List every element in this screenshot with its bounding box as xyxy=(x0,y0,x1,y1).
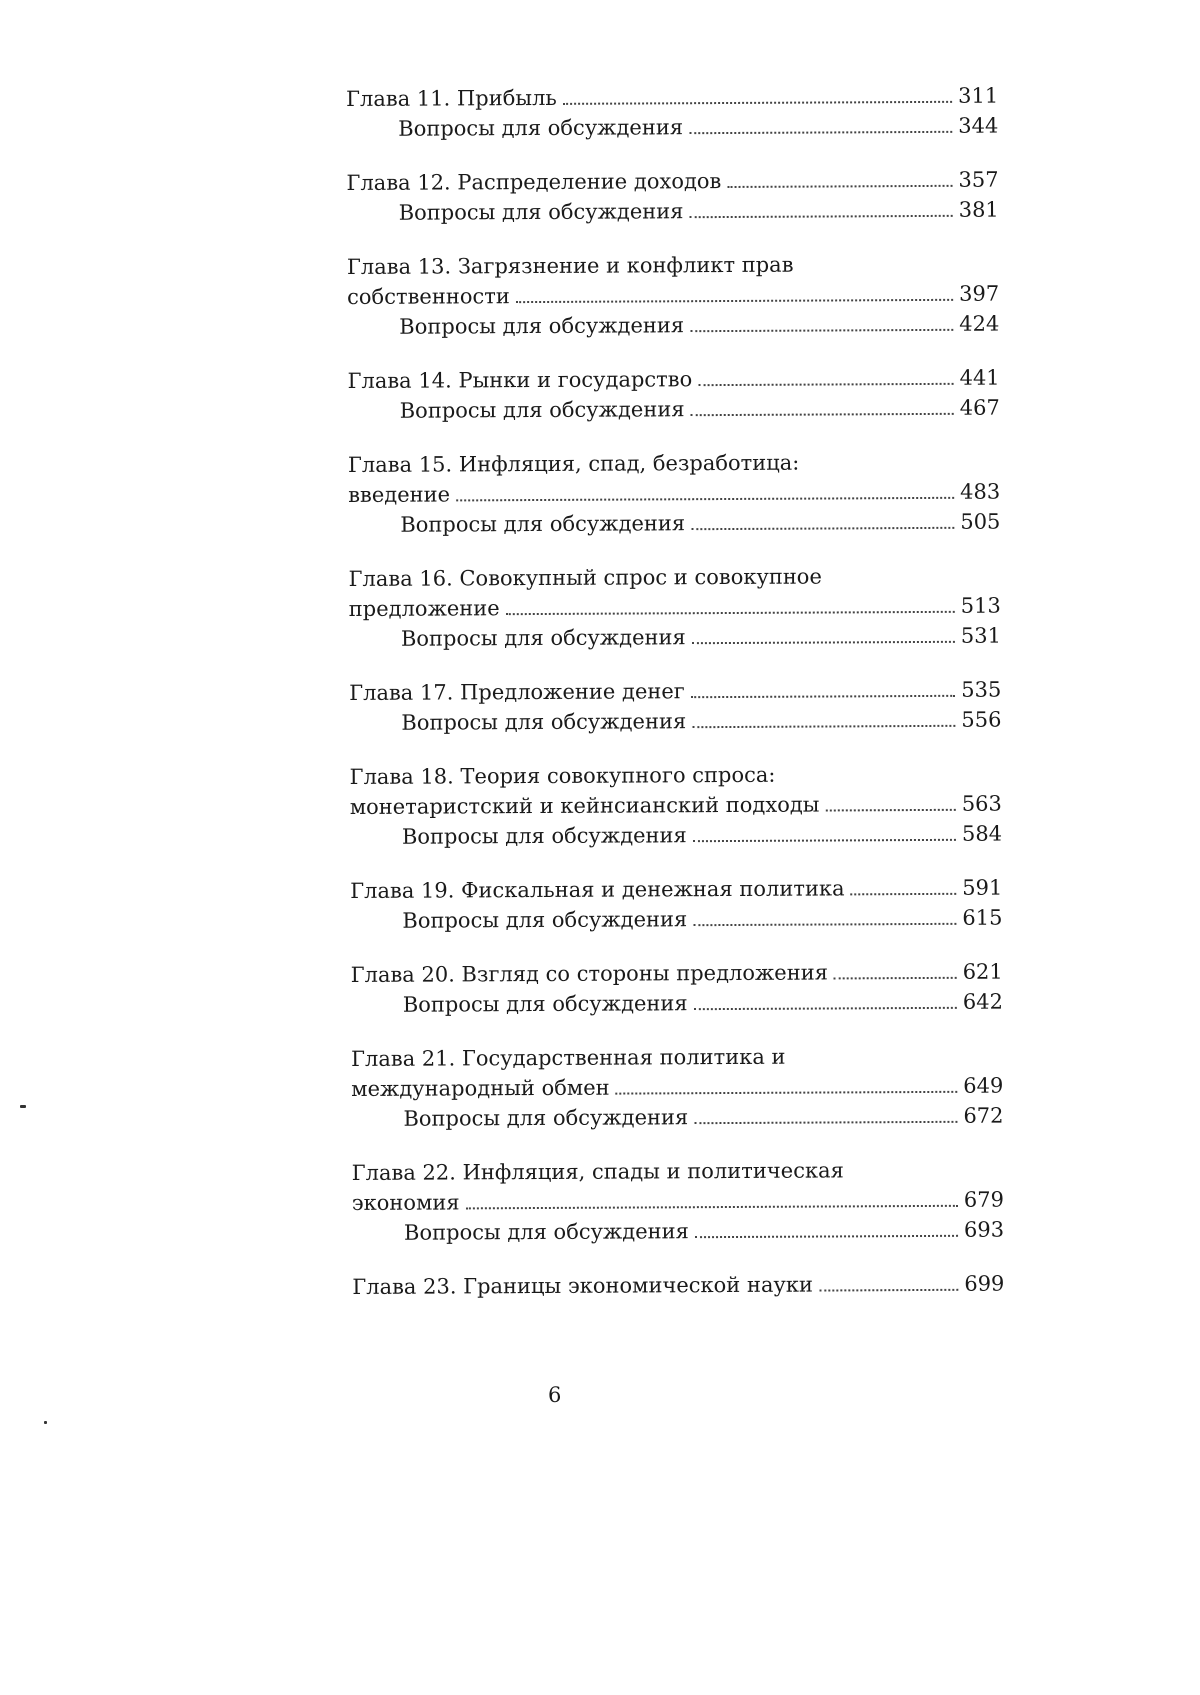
page-ref: 679 xyxy=(963,1187,1005,1212)
dot-leader xyxy=(727,185,952,188)
chapter-title: Глава 17. Предложение денег xyxy=(349,679,685,705)
table-of-contents xyxy=(346,81,1004,1302)
chapter-title-line1: Глава 18. Теория совокупного спроса: xyxy=(349,762,776,789)
toc-subentry xyxy=(349,621,1001,654)
toc-entry xyxy=(350,789,1002,822)
toc-subentry xyxy=(351,987,1003,1020)
toc-entry xyxy=(352,1185,1004,1218)
toc-entry xyxy=(352,1269,1004,1302)
page-ref: 513 xyxy=(960,593,1001,618)
toc-chapter-18 xyxy=(350,759,1002,852)
dot-leader xyxy=(516,299,953,303)
dot-leader xyxy=(693,923,956,926)
questions-title: Вопросы для обсуждения xyxy=(399,313,685,339)
chapter-title: Глава 20. Взгляд со стороны предложения xyxy=(350,960,829,987)
toc-subentry xyxy=(351,1101,1003,1134)
toc-chapter-15 xyxy=(348,447,1000,540)
toc-entry xyxy=(348,477,1000,510)
toc-entry xyxy=(349,675,1001,708)
page-ref: 311 xyxy=(958,83,999,108)
toc-chapter-11 xyxy=(346,81,998,144)
chapter-title-line2: международный обмен xyxy=(351,1075,610,1101)
page-ref: 535 xyxy=(961,677,1002,702)
toc-entry xyxy=(351,957,1003,990)
dot-leader xyxy=(616,1091,958,1095)
chapter-title-line2: введение xyxy=(348,482,451,507)
toc-chapter-21 xyxy=(351,1041,1003,1134)
dot-leader xyxy=(692,725,955,728)
page-ref: 531 xyxy=(960,623,1002,648)
toc-subentry xyxy=(346,111,998,144)
toc-entry xyxy=(347,279,999,312)
toc-subentry xyxy=(348,507,1000,540)
chapter-title: Глава 12. Распределение доходов xyxy=(346,169,722,195)
toc-chapter-16 xyxy=(349,561,1001,654)
dot-leader xyxy=(819,1289,958,1292)
dot-leader xyxy=(851,893,957,896)
toc-entry xyxy=(346,165,998,198)
page-ref: 344 xyxy=(958,113,999,138)
questions-title: Вопросы для обсуждения xyxy=(402,991,688,1017)
dot-leader xyxy=(694,1121,957,1124)
page-ref: 699 xyxy=(964,1271,1005,1296)
dot-leader xyxy=(690,215,953,218)
scan-speck xyxy=(44,1421,47,1424)
dot-leader xyxy=(695,1235,958,1238)
page-number: 6 xyxy=(548,1383,562,1407)
toc-chapter-23 xyxy=(352,1269,1004,1302)
page-ref: 649 xyxy=(963,1073,1004,1098)
page-ref: 424 xyxy=(959,311,1000,336)
dot-leader xyxy=(456,497,954,502)
page-ref: 483 xyxy=(960,479,1001,504)
dot-leader xyxy=(692,641,955,644)
page-ref: 615 xyxy=(962,905,1003,930)
chapter-title-line1: Глава 13. Загрязнение и конфликт прав xyxy=(346,252,794,279)
chapter-title: Глава 11. Прибыль xyxy=(346,85,557,111)
chapter-title-line1: Глава 15. Инфляция, спад, безработица: xyxy=(347,450,800,477)
page-ref: 357 xyxy=(958,167,999,192)
questions-title: Вопросы для обсуждения xyxy=(402,907,688,933)
page-ref: 584 xyxy=(961,821,1003,846)
dot-leader xyxy=(466,1205,958,1210)
scan-speck xyxy=(20,1105,26,1108)
dot-leader xyxy=(506,611,955,615)
page-ref: 381 xyxy=(958,197,999,222)
page-ref: 621 xyxy=(962,959,1003,984)
questions-title: Вопросы для обсуждения xyxy=(400,511,686,537)
questions-title: Вопросы для обсуждения xyxy=(401,823,687,849)
dot-leader xyxy=(691,695,955,698)
chapter-title-line2: монетаристский и кейнсианский подходы xyxy=(349,792,820,819)
questions-title: Вопросы для обсуждения xyxy=(398,115,684,141)
chapter-title-line2: экономия xyxy=(351,1190,460,1215)
questions-title: Вопросы для обсуждения xyxy=(403,1219,689,1245)
toc-chapter-13 xyxy=(347,249,999,342)
toc-chapter-12 xyxy=(346,165,998,228)
dot-leader xyxy=(834,977,957,980)
chapter-title-line1: Глава 16. Совокупный спрос и совокупное xyxy=(348,564,822,591)
page-ref: 672 xyxy=(963,1103,1004,1128)
toc-subentry xyxy=(347,309,999,342)
toc-entry xyxy=(347,363,999,396)
questions-title: Вопросы для обсуждения xyxy=(398,199,684,225)
chapter-title-line2: собственности xyxy=(347,284,510,309)
page-ref: 556 xyxy=(961,707,1002,732)
questions-title: Вопросы для обсуждения xyxy=(399,397,685,423)
toc-subentry xyxy=(348,393,1000,426)
toc-chapter-19 xyxy=(350,873,1002,936)
chapter-title-line2: предложение xyxy=(348,596,500,621)
page-ref: 693 xyxy=(963,1217,1005,1242)
chapter-title-line1: Глава 21. Государственная политика и xyxy=(351,1044,786,1071)
page-ref: 591 xyxy=(962,875,1003,900)
dot-leader xyxy=(691,527,954,530)
chapter-title: Глава 23. Границы экономической науки xyxy=(352,1272,813,1299)
toc-subentry xyxy=(350,903,1002,936)
toc-entry xyxy=(349,591,1001,624)
dot-leader xyxy=(825,809,955,812)
toc-subentry xyxy=(349,705,1001,738)
chapter-title: Глава 19. Фискальная и денежная политика xyxy=(350,876,845,903)
toc-chapter-22 xyxy=(352,1155,1004,1248)
chapter-title: Глава 14. Рынки и государство xyxy=(347,367,693,393)
questions-title: Вопросы для обсуждения xyxy=(403,1105,689,1131)
dot-leader xyxy=(691,413,954,416)
toc-subentry xyxy=(352,1215,1004,1248)
dot-leader xyxy=(693,839,956,842)
toc-entry xyxy=(346,81,998,114)
questions-title: Вопросы для обсуждения xyxy=(400,625,686,651)
page-ref: 563 xyxy=(961,791,1002,816)
chapter-title-line1: Глава 22. Инфляция, спады и политическая xyxy=(351,1158,844,1185)
page-ref: 467 xyxy=(959,395,1000,420)
dot-leader xyxy=(563,101,952,105)
page-ref: 642 xyxy=(962,989,1003,1014)
toc-subentry xyxy=(350,819,1002,852)
toc-entry xyxy=(350,873,1002,906)
dot-leader xyxy=(698,383,953,386)
toc-chapter-14 xyxy=(347,363,999,426)
toc-chapter-20 xyxy=(351,957,1003,1020)
dot-leader xyxy=(694,1007,957,1010)
dot-leader xyxy=(690,329,953,332)
dot-leader xyxy=(689,131,952,134)
page-ref: 397 xyxy=(959,281,1000,306)
questions-title: Вопросы для обсуждения xyxy=(401,709,687,735)
toc-entry xyxy=(351,1071,1003,1104)
toc-chapter-17 xyxy=(349,675,1001,738)
page-ref: 441 xyxy=(959,365,1000,390)
page-ref: 505 xyxy=(960,509,1001,534)
toc-subentry xyxy=(347,195,999,228)
